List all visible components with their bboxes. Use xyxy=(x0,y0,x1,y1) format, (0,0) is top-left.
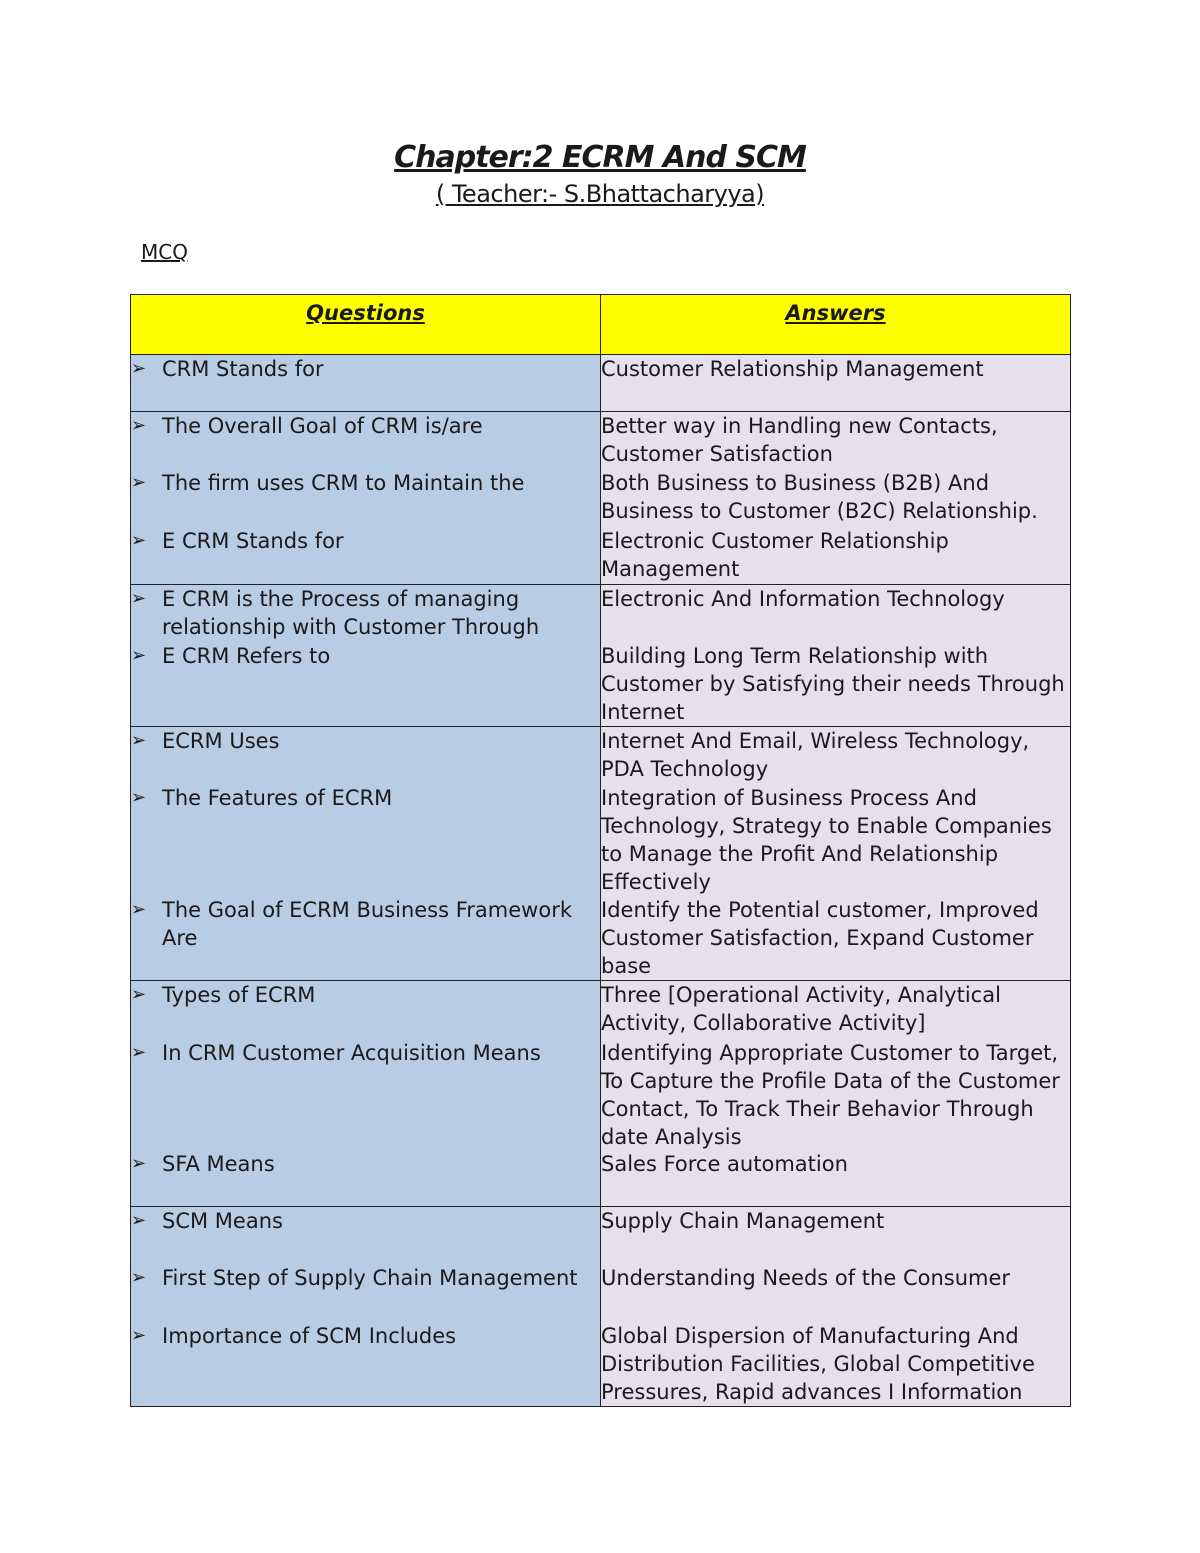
arrow-bullet-icon: ➢ xyxy=(131,530,147,551)
arrow-bullet-icon: ➢ xyxy=(131,1042,147,1063)
question-item xyxy=(131,527,600,555)
question-item xyxy=(131,727,600,784)
answer-text: Electronic Customer Relationship Management xyxy=(601,529,949,581)
question-text: E CRM Stands for xyxy=(162,529,344,553)
question-text: E CRM Refers to xyxy=(162,644,331,668)
answer-text: Three [Operational Activity, Analytical Activity, Collaborative Activity] xyxy=(601,983,1001,1035)
answer-text: Building Long Term Relationship with Customer by Satisfying their needs Through Internet xyxy=(601,644,1065,724)
answer-text: Integration of Business Process And Technology, Strategy to Enable Companies to Manage the Profit And Relationship Effectively xyxy=(601,786,1052,894)
answer-text: Electronic And Information Technology xyxy=(601,587,1005,611)
question-text: The firm uses CRM to Maintain the xyxy=(162,471,525,495)
question-item xyxy=(131,355,600,383)
question-item xyxy=(131,1150,600,1178)
arrow-bullet-icon: ➢ xyxy=(131,1210,147,1231)
table-row xyxy=(131,585,1071,727)
answer-text: Internet And Email, Wireless Technology, PDA Technology xyxy=(601,729,1030,781)
table-row xyxy=(131,727,1071,981)
page-subtitle: ( Teacher:- S.Bhattacharyya) xyxy=(435,180,765,208)
arrow-bullet-icon: ➢ xyxy=(131,787,147,808)
question-item xyxy=(131,1207,600,1264)
question-text: The Features of ECRM xyxy=(162,786,393,810)
arrow-bullet-icon: ➢ xyxy=(131,984,147,1005)
question-text: First Step of Supply Chain Management xyxy=(162,1266,578,1290)
arrow-bullet-icon: ➢ xyxy=(131,899,147,920)
arrow-bullet-icon: ➢ xyxy=(131,645,147,666)
question-text: Types of ECRM xyxy=(162,983,316,1007)
page-title: Chapter:2 ECRM And SCM xyxy=(394,140,806,175)
question-item xyxy=(131,981,600,1039)
question-item xyxy=(131,412,600,469)
answers-header: Answers xyxy=(601,295,1071,355)
question-text: The Goal of ECRM Business Framework Are xyxy=(162,898,572,950)
table-header-row xyxy=(131,295,1071,355)
question-text: SCM Means xyxy=(162,1209,283,1233)
question-cell xyxy=(131,412,601,585)
question-item xyxy=(131,1039,600,1150)
arrow-bullet-icon: ➢ xyxy=(131,415,147,436)
arrow-bullet-icon: ➢ xyxy=(131,1325,147,1346)
table-row xyxy=(131,981,1071,1207)
table-row xyxy=(131,355,1071,412)
answer-text: Better way in Handling new Contacts, Customer Satisfaction xyxy=(601,414,998,466)
question-text: E CRM is the Process of managing relationship with Customer Through xyxy=(162,587,540,639)
question-text: The Overall Goal of CRM is/are xyxy=(162,414,483,438)
question-item xyxy=(131,1322,600,1350)
question-text: Importance of SCM Includes xyxy=(162,1324,457,1348)
table-row xyxy=(131,412,1071,585)
answer-text: Both Business to Business (B2B) And Business to Customer (B2C) Relationship. xyxy=(601,471,1038,523)
answer-text: Customer Relationship Management xyxy=(601,357,984,381)
question-text: ECRM Uses xyxy=(162,729,280,753)
arrow-bullet-icon: ➢ xyxy=(131,472,147,493)
question-item xyxy=(131,469,600,527)
answer-cell xyxy=(601,412,1071,585)
question-item xyxy=(131,784,600,896)
answer-text: Identify the Potential customer, Improved Customer Satisfaction, Expand Customer base xyxy=(601,898,1039,978)
question-item xyxy=(131,1264,600,1322)
question-text: In CRM Customer Acquisition Means xyxy=(162,1041,541,1065)
answer-cell xyxy=(601,727,1071,981)
arrow-bullet-icon: ➢ xyxy=(131,1153,147,1174)
question-cell xyxy=(131,585,601,727)
question-item xyxy=(131,642,600,670)
questions-header: Questions xyxy=(131,295,601,355)
answer-cell xyxy=(601,355,1071,412)
mcq-table xyxy=(130,294,1071,1407)
section-label: MCQ xyxy=(141,240,188,264)
answer-text: Identifying Appropriate Customer to Target, To Capture the Profile Data of the Customer Contact, To Track Their Behavior Through date Analysis xyxy=(601,1041,1060,1149)
table-row xyxy=(131,1207,1071,1407)
answer-text: Global Dispersion of Manufacturing And Distribution Facilities, Global Competitive Pressures, Rapid advances I Information xyxy=(601,1324,1035,1404)
answer-text: Sales Force automation xyxy=(601,1152,848,1176)
question-item xyxy=(131,585,600,642)
answer-cell xyxy=(601,981,1071,1207)
answer-cell xyxy=(601,585,1071,727)
question-cell xyxy=(131,727,601,981)
question-item xyxy=(131,896,600,952)
question-cell xyxy=(131,981,601,1207)
question-text: SFA Means xyxy=(162,1152,275,1176)
answer-cell xyxy=(601,1207,1071,1407)
question-text: CRM Stands for xyxy=(162,357,324,381)
arrow-bullet-icon: ➢ xyxy=(131,1267,147,1288)
answer-text: Understanding Needs of the Consumer xyxy=(601,1266,1011,1290)
arrow-bullet-icon: ➢ xyxy=(131,358,147,379)
answer-text: Supply Chain Management xyxy=(601,1209,885,1233)
question-cell xyxy=(131,1207,601,1407)
arrow-bullet-icon: ➢ xyxy=(131,730,147,751)
arrow-bullet-icon: ➢ xyxy=(131,588,147,609)
question-cell xyxy=(131,355,601,412)
